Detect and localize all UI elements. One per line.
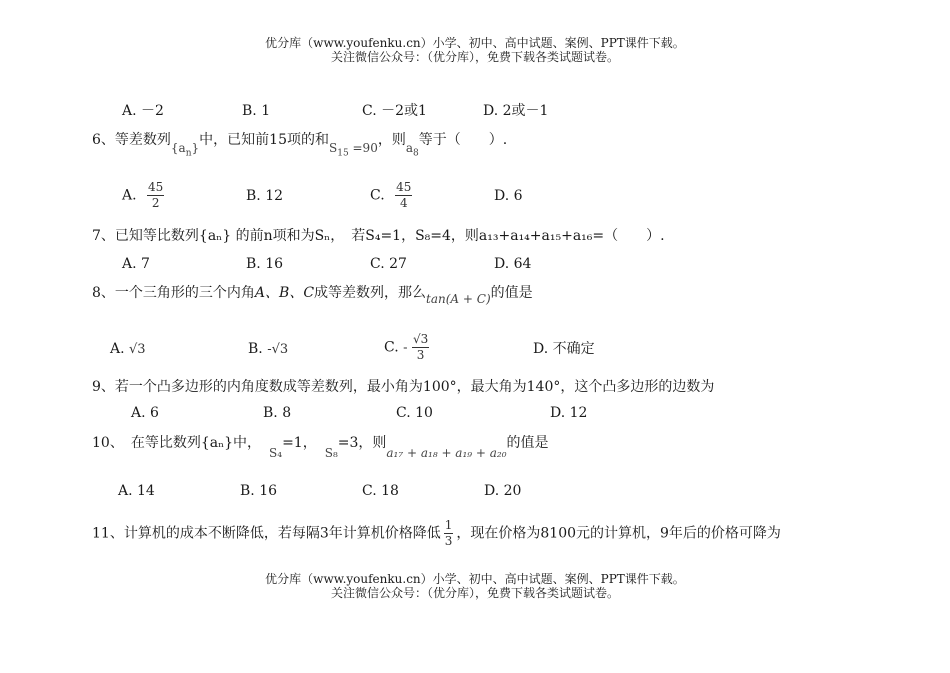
q9-option-c: C. 10 xyxy=(396,405,433,421)
q8-option-c: C. - $\frac{√3}{3}$ xyxy=(384,332,429,362)
q8-text-b: 成等差数列，那么 xyxy=(314,285,427,301)
q9-stem: 9、若一个凸多边形的内角度数成等差数列，最小角为100°，最大角为140°，这个凸多边形的边数为 xyxy=(92,379,715,395)
q6-term: $a_8$ xyxy=(405,141,419,159)
q7-option-a: A. 7 xyxy=(122,256,150,272)
q10-s4-value: =1， xyxy=(282,435,317,451)
q8-option-a: A. √3 xyxy=(110,341,146,357)
q6-text-c: ，则 xyxy=(377,132,406,148)
q6-option-c: C. $\frac{45}{4}$ xyxy=(370,180,412,210)
q10-text-a: 10、 在等比数列{aₙ}中， xyxy=(92,435,262,451)
q11-stem xyxy=(92,518,781,549)
q5-option-d: D. 2或－1 xyxy=(483,103,549,119)
header-line-2: 关注微信公众号：（优分库），免费下载各类试题试卷。 xyxy=(330,50,619,64)
q8-option-d: D. 不确定 xyxy=(533,341,595,357)
q10-option-a: A. 14 xyxy=(118,483,155,499)
q6-sequence: $\{a_n\}$ xyxy=(170,141,200,159)
q8-text-a: 8、一个三角形的三个内角 xyxy=(92,285,255,301)
q5-option-a: A. －2 xyxy=(122,103,164,119)
q11-text-b: ，现在价格为8100元的计算机，9年后的价格可降为 xyxy=(456,525,781,542)
q10-option-b: B. 16 xyxy=(240,483,278,499)
q7-option-c: C. 27 xyxy=(370,256,407,272)
q10-stem xyxy=(92,435,549,460)
q9-option-b: B. 8 xyxy=(263,405,292,421)
q6-stem xyxy=(92,132,508,159)
q6-sum: $S_{15} =90$ xyxy=(328,141,378,159)
q10-s8: S₈ xyxy=(324,446,338,460)
q6-option-b: B. 12 xyxy=(246,188,284,204)
q6-text-b: 中，已知前15项的和 xyxy=(199,132,329,148)
q9-option-a: A. 6 xyxy=(131,405,159,421)
footer-line-2: 关注微信公众号：（优分库），免费下载各类试题试卷。 xyxy=(330,586,619,600)
q6-text-a: 6、等差数列 xyxy=(92,132,171,148)
q6-text-d: 等于（ ）. xyxy=(418,132,508,148)
q11-text-a: 11、计算机的成本不断降低，若每隔3年计算机价格降低 xyxy=(92,525,441,542)
q10-text-b: 的值是 xyxy=(506,435,549,451)
q8-option-b: B. -√3 xyxy=(248,341,289,357)
q7-option-d: D. 64 xyxy=(494,256,532,272)
header-line-1: 优分库（www.youfenku.cn）小学、初中、高中试题、案例、PPT课件下载。 xyxy=(265,36,685,50)
q7-option-b: B. 16 xyxy=(246,256,284,272)
q10-option-d: D. 20 xyxy=(484,483,522,499)
q10-expression: a₁₇ + a₁₈ + a₁₉ + a₂₀ xyxy=(386,446,507,460)
q8-angles: A、B、C xyxy=(254,285,315,301)
q10-option-c: C. 18 xyxy=(362,483,399,499)
q5-option-c: C. －2或1 xyxy=(362,103,427,119)
q9-option-d: D. 12 xyxy=(550,405,588,421)
q10-s8-value: =3，则 xyxy=(337,435,387,451)
q8-expression: tan(A + C) xyxy=(426,292,491,306)
q8-stem xyxy=(92,285,533,306)
q6-option-a: A. $\frac{45}{2}$ xyxy=(122,180,164,210)
q8-text-c: 的值是 xyxy=(490,285,533,301)
q11-fraction: $\frac{1}{3}$ xyxy=(444,518,453,548)
footer-line-1: 优分库（www.youfenku.cn）小学、初中、高中试题、案例、PPT课件下载。 xyxy=(265,572,685,586)
q10-s4: S₄ xyxy=(269,446,283,460)
q7-stem: 7、已知等比数列{aₙ} 的前n项和为Sₙ， 若S₄=1，S₈=4，则a₁₃+a₁₄+a₁₅+a₁₆=（ ）. xyxy=(92,228,665,244)
q5-option-b: B. 1 xyxy=(242,103,271,119)
q6-option-d: D. 6 xyxy=(494,188,523,204)
